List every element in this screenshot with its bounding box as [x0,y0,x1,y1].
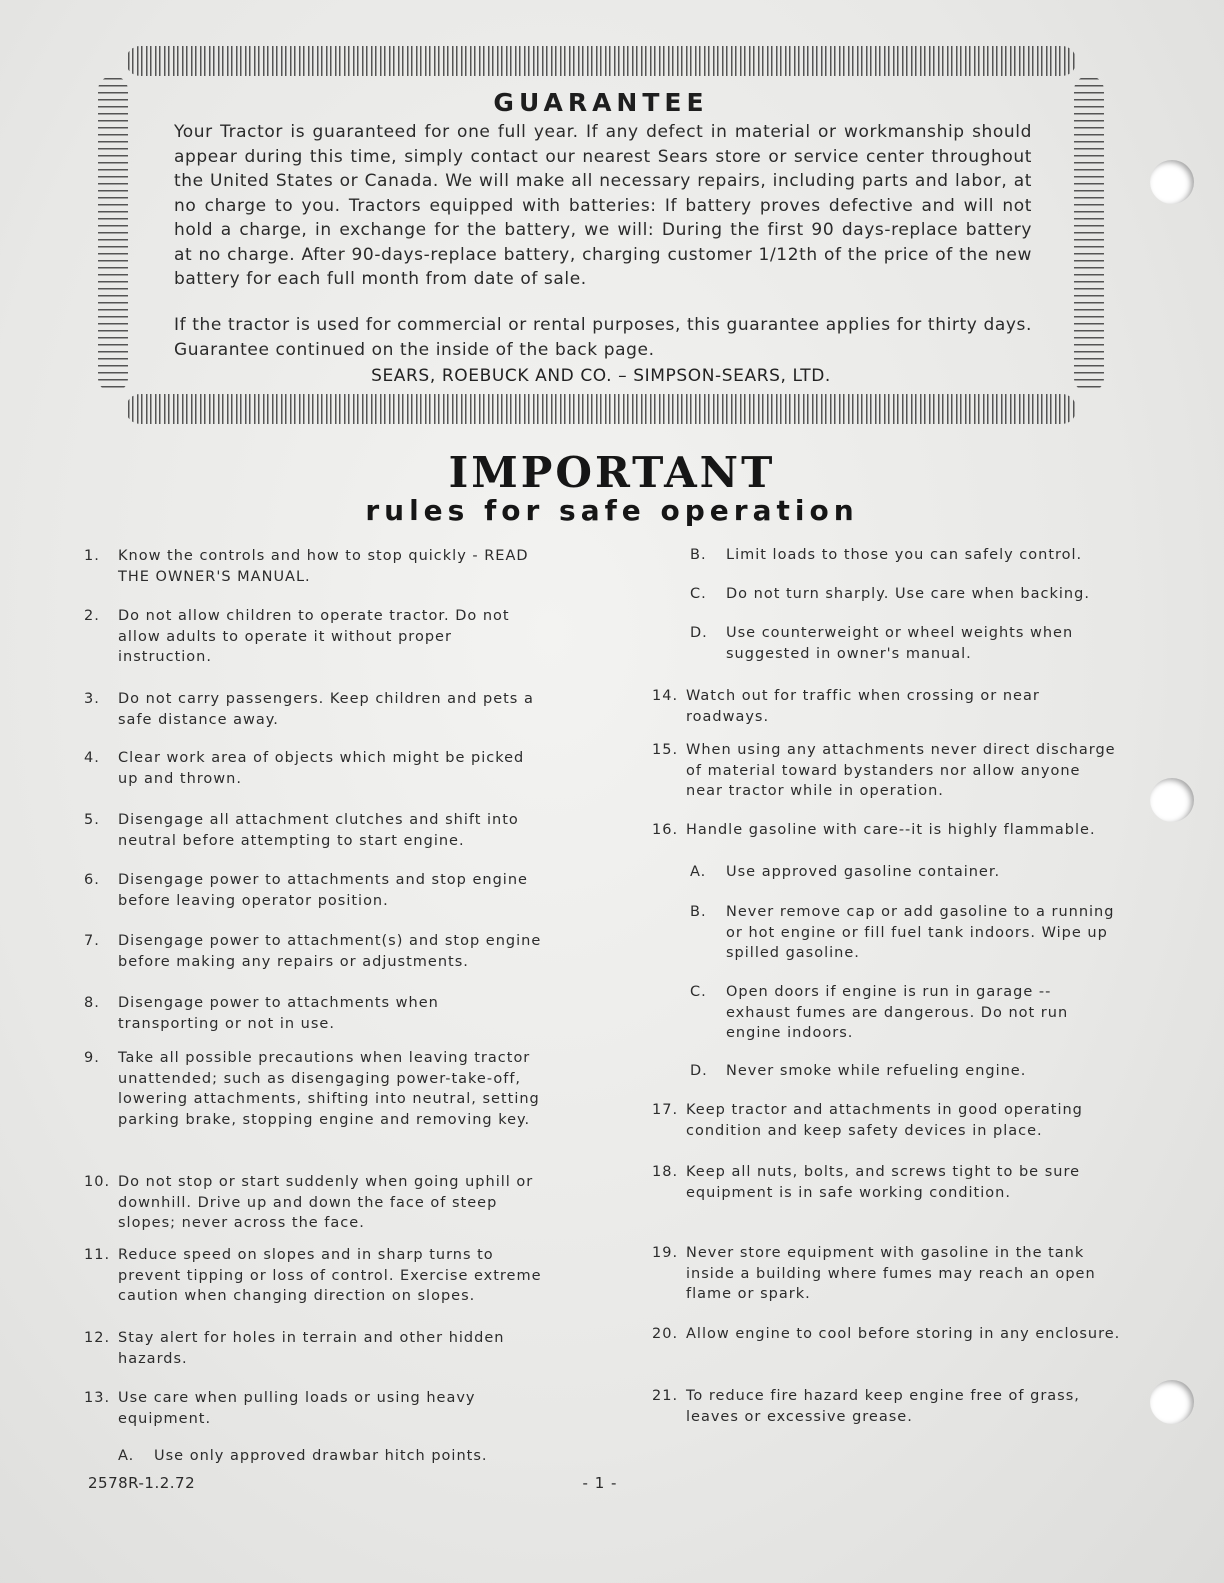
spring-border-bottom [126,394,1076,424]
rule-text: Use counterweight or wheel weights when suggested in owner's manual. [726,625,1074,662]
rule-letter: B. [690,904,707,920]
rule-number: 1. [84,548,100,564]
rule-text: Limit loads to those you can safely control. [726,547,1083,563]
guarantee-signature: SEARS, ROEBUCK AND CO. – SIMPSON-SEARS, LTD. [371,366,831,386]
rule-text: Know the controls and how to stop quickly - READ THE OWNER'S MANUAL. [118,548,529,585]
rule-text: Never store equipment with gasoline in the tank inside a building where fumes may reach an open flame or spark. [686,1245,1096,1302]
rule-text: Do not carry passengers. Keep children and pets a safe distance away. [118,691,534,728]
spring-border-left [98,76,128,392]
binder-hole-top [1150,160,1194,204]
rule-number: 9. [84,1050,100,1066]
rule-number: 12. [84,1330,111,1346]
document-code: 2578R-1.2.72 [88,1474,196,1492]
binder-hole-bottom [1150,1380,1194,1424]
guarantee-paragraph-1: Your Tractor is guaranteed for one full year. If any defect in material or workmanship should appear during this time, simply contact our nearest Sears store or service center throughout the United States or Canada. We will make all necessary repairs, including parts and labor, at no charge to you. Tractors equipped with batteries: If battery proves defective and will not hold a charge, in exchange for the battery, we will: During the first 90 days-replace battery at no charge. After 90-days-replace battery, charging customer 1/12th of the price of the new battery for each full month from date of sale. [174,122,1032,289]
rule-text: Open doors if engine is run in garage -- exhaust fumes are dangerous. Do not run engine indoors. [726,984,1069,1041]
rule-number: 19. [652,1245,679,1261]
rule-text: Use approved gasoline container. [726,864,1001,880]
rule-number: 6. [84,872,100,888]
rule-text: Keep all nuts, bolts, and screws tight to be sure equipment is in safe working condition. [686,1164,1081,1201]
rule-text: Reduce speed on slopes and in sharp turns to prevent tipping or loss of control. Exercise extreme caution when changing direction on slopes. [118,1247,542,1304]
rule-letter: D. [690,1063,708,1079]
rule-number: 2. [84,608,100,624]
rule-text: Disengage all attachment clutches and shift into neutral before attempting to start engine. [118,812,519,849]
rule-text: Never remove cap or add gasoline to a running or hot engine or fill fuel tank indoors. Wipe up spilled gasoline. [726,904,1115,961]
rule-number: 16. [652,822,679,838]
rule-number: 11. [84,1247,111,1263]
rule-letter: A. [118,1448,135,1464]
rule-letter: B. [690,547,707,563]
rule-letter: C. [690,586,707,602]
rule-text: Do not stop or start suddenly when going uphill or downhill. Drive up and down the face of steep slopes; never across the face. [118,1174,534,1231]
rule-text: Allow engine to cool before storing in any enclosure. [686,1326,1121,1342]
page-number: - 1 - [582,1474,618,1492]
rule-text: Watch out for traffic when crossing or near roadways. [686,688,1040,725]
rule-text: Do not turn sharply. Use care when backing. [726,586,1090,602]
rule-letter: D. [690,625,708,641]
rule-text: When using any attachments never direct discharge of material toward bystanders nor allow anyone near tractor while in operation. [686,742,1116,799]
rule-number: 3. [84,691,100,707]
rule-text: Never smoke while refueling engine. [726,1063,1027,1079]
rule-text: Keep tractor and attachments in good operating condition and keep safety devices in place. [686,1102,1083,1139]
rule-number: 20. [652,1326,679,1342]
rule-number: 10. [84,1174,111,1190]
binder-hole-middle [1150,778,1194,822]
rule-letter: A. [690,864,707,880]
guarantee-box [96,40,1106,428]
rule-number: 8. [84,995,100,1011]
rule-number: 14. [652,688,679,704]
rule-text: Disengage power to attachments and stop engine before leaving operator position. [118,872,528,909]
rule-number: 17. [652,1102,679,1118]
rule-text: To reduce fire hazard keep engine free of grass, leaves or excessive grease. [686,1388,1080,1425]
page-title: IMPORTANT [448,448,776,497]
page-subtitle: rules for safe operation [365,494,859,527]
rule-number: 5. [84,812,100,828]
rule-text: Handle gasoline with care--it is highly flammable. [686,822,1096,838]
rule-text: Disengage power to attachments when transporting or not in use. [118,995,439,1032]
rule-text: Do not allow children to operate tractor. Do not allow adults to operate it without proper instruction. [118,608,510,665]
spring-border-right [1074,76,1104,392]
rule-text: Stay alert for holes in terrain and other hidden hazards. [118,1330,505,1367]
rule-text: Use care when pulling loads or using heavy equipment. [118,1390,476,1427]
rule-text: Clear work area of objects which might be picked up and thrown. [118,750,525,787]
spring-border-top [126,46,1076,76]
rule-text: Use only approved drawbar hitch points. [154,1448,488,1464]
rule-number: 7. [84,933,100,949]
rule-text: Take all possible precautions when leaving tractor unattended; such as disengaging power-take-off, lowering attachments, shifting into neutral, setting parking brake, stopping engine and removing key. [118,1050,540,1128]
guarantee-paragraph-2: If the tractor is used for commercial or rental purposes, this guarantee applies for thirty days. Guarantee continued on the inside of the back page. [174,315,1032,360]
rule-number: 21. [652,1388,679,1404]
guarantee-title: GUARANTEE [493,88,709,117]
rule-number: 4. [84,750,100,766]
rule-number: 18. [652,1164,679,1180]
rule-letter: C. [690,984,707,1000]
rule-text: Disengage power to attachment(s) and stop engine before making any repairs or adjustments. [118,933,542,970]
rule-number: 15. [652,742,679,758]
rule-number: 13. [84,1390,111,1406]
